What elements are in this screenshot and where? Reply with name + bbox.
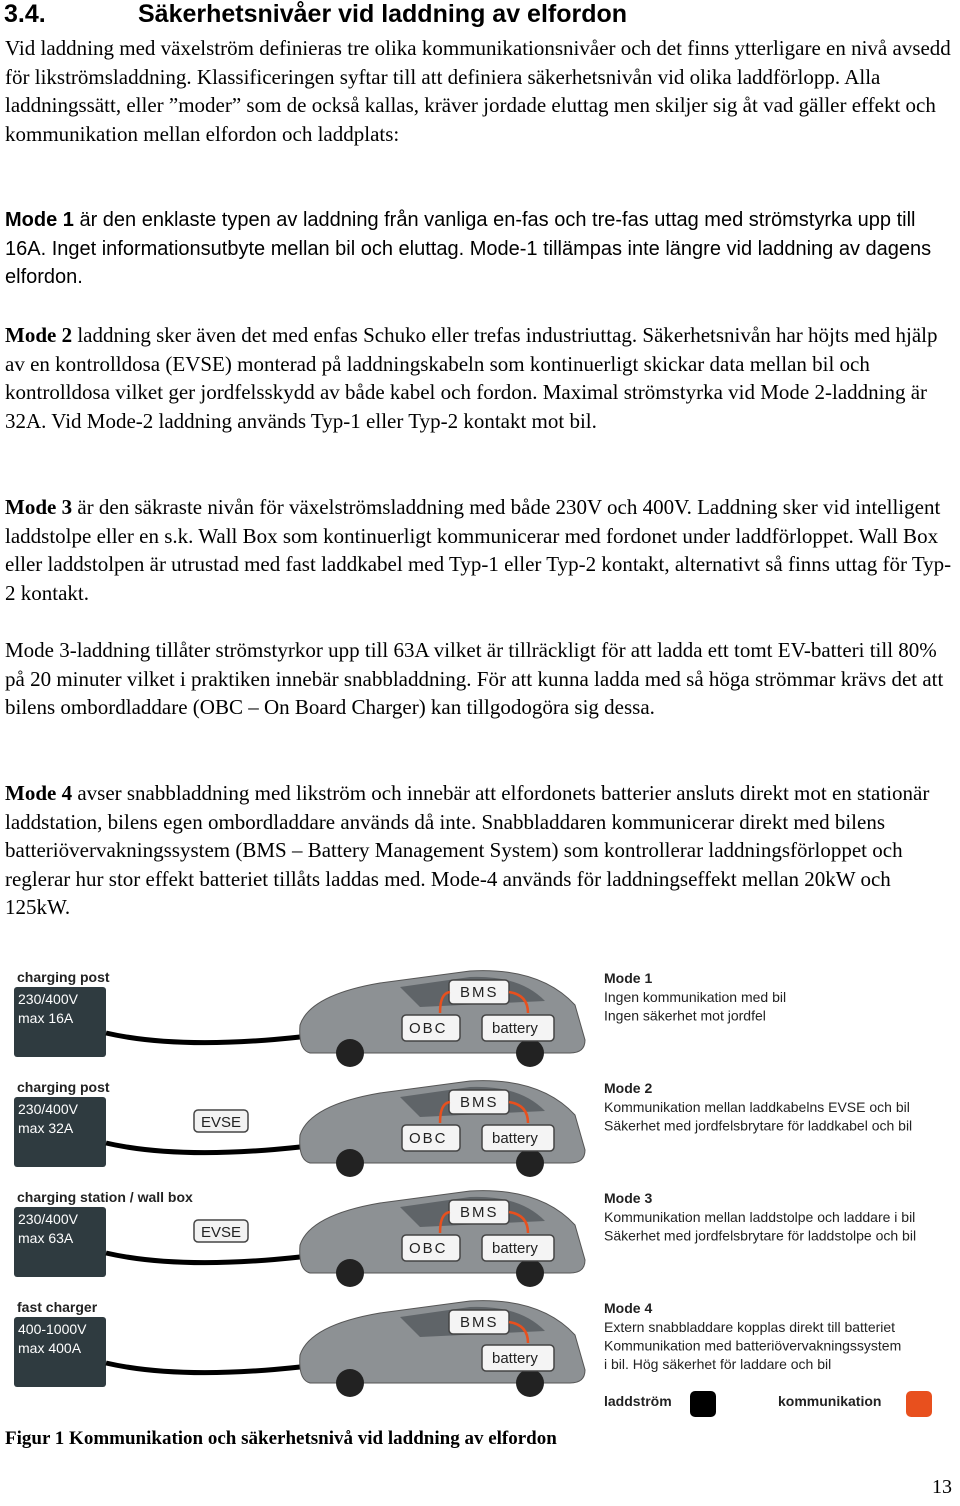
mode-title: Mode 1 <box>604 970 653 986</box>
power-cable <box>106 1253 300 1263</box>
mode4-label: Mode 4 <box>5 781 73 805</box>
mode-description: Säkerhet med jordfelsbrytare för laddstolpe och bil <box>604 1227 917 1244</box>
mode4-paragraph <box>5 779 955 922</box>
car-wheel <box>516 1039 544 1067</box>
evse-label: EVSE <box>201 1114 242 1131</box>
post-spec-label: 230/400V <box>18 991 78 1007</box>
post-spec-label: 230/400V <box>18 1101 78 1117</box>
bms-label: BMS <box>460 984 499 1001</box>
power-cable <box>106 1363 300 1373</box>
post-title: charging post <box>17 1079 110 1095</box>
mode-description: Kommunikation mellan laddstolpe och laddare i bil <box>604 1209 916 1225</box>
post-spec-label: 230/400V <box>18 1211 78 1227</box>
intro-paragraph: Vid laddning med växelström definieras tre olika kommunikationsnivåer och det finns ytterligare en nivå avsedd för likströmsladdning. Klassificeringen syftar till att definiera säkerhetsnivån vid olika laddförlopp. Alla laddningssätt, eller ”moder” som de också kallas, kräver jordade eluttag men skiljer sig åt vad gäller effekt och kommunikation mellan elfordon och laddplats: <box>5 36 951 146</box>
battery-label: battery <box>492 1130 538 1147</box>
car-wheel <box>336 1259 364 1287</box>
obc-label: OBC <box>409 1240 448 1257</box>
mode2-text: laddning sker även det med enfas Schuko eller trefas industriuttag. Säkerhetsnivån har höjts med hjälp av en kontrolldosa (EVSE) monterad på laddningskabeln som kontinuerligt skickar data mellan bil och kontrolldosa vilket ger jordfelsskydd av både kabel och fordon. Maximal strömstyrka vid Mode 2-laddning är 32A. Vid Mode-2 laddning används Typ-1 eller Typ-2 kontakt mot bil. <box>5 323 938 433</box>
mode4-text: avser snabbladdning med likström och innebär att elfordonets batterier ansluts direkt mot en stationär laddstation, bilens egen ombordladdare används då inte. Snabbladdaren kommunicerar direkt med bilens batteriövervakningssystem (BMS – Battery Management System) som kontrollerar laddningsförloppet och reglerar hur stor effekt batteriet tillåts laddas med. Mode-4 används för laddningseffekt mellan 20kW och 125kW. <box>5 781 930 920</box>
power-cable <box>106 1143 300 1153</box>
mode1-label: Mode 1 <box>5 209 74 231</box>
figure-caption: Figur 1 Kommunikation och säkerhetsnivå vid laddning av elfordon <box>5 1428 557 1449</box>
post-title: fast charger <box>17 1299 98 1315</box>
mode-title: Mode 3 <box>604 1190 653 1206</box>
mode3-label: Mode 3 <box>5 495 73 519</box>
mode-description: Kommunikation mellan laddkabelns EVSE och bil <box>604 1099 910 1115</box>
car-wheel <box>516 1259 544 1287</box>
bms-label: BMS <box>460 1204 499 1221</box>
mode2-paragraph <box>5 321 955 435</box>
post-spec-label: max 32A <box>18 1120 74 1136</box>
mode3-text: är den säkraste nivån för växelströmsladdning med både 230V och 400V. Laddning sker vid intelligent laddstolpe eller en s.k. Wall Box som kontinuerligt kommunicerar med fordonet under laddförloppet. Wall Box eller laddstolpen är utrustad med fast laddkabel med Typ-1 eller Typ-2 kontakt, alternativt så finns uttag för Typ-2 kontakt. <box>5 495 952 605</box>
legend-power-swatch <box>690 1391 716 1417</box>
post-spec-label: max 63A <box>18 1230 74 1246</box>
evse-label: EVSE <box>201 1224 242 1241</box>
obc-label: OBC <box>409 1130 448 1147</box>
section-title: Säkerhetsnivåer vid laddning av elfordon <box>138 0 628 28</box>
mode-description: Extern snabbladdare kopplas direkt till batteriet <box>604 1319 896 1335</box>
post-spec-label: max 16A <box>18 1010 74 1026</box>
obc-label: OBC <box>409 1020 448 1037</box>
post-spec-label: 400-1000V <box>18 1321 87 1337</box>
mode3-paragraph <box>5 493 955 607</box>
post-spec-label: max 400A <box>18 1340 82 1356</box>
mode-description: Ingen säkerhet mot jordfel <box>604 1007 766 1024</box>
bms-label: BMS <box>460 1094 499 1111</box>
mode-description: i bil. Hög säkerhet för laddare och bil <box>604 1356 832 1372</box>
legend-power-label: laddström <box>604 1393 672 1409</box>
mode2-label: Mode 2 <box>5 323 73 347</box>
car-wheel <box>336 1149 364 1177</box>
car-wheel <box>336 1039 364 1067</box>
mode-description: Ingen kommunikation med bil <box>604 989 787 1005</box>
power-cable <box>106 1033 300 1043</box>
mode-title: Mode 4 <box>604 1300 653 1316</box>
battery-label: battery <box>492 1350 538 1367</box>
car-wheel <box>336 1369 364 1397</box>
charging-modes-figure <box>0 955 960 1425</box>
mode-title: Mode 2 <box>604 1080 653 1096</box>
battery-label: battery <box>492 1020 538 1037</box>
section-number: 3.4. <box>4 0 46 28</box>
section-heading <box>4 0 627 29</box>
page-number: 13 <box>932 1476 952 1498</box>
bms-label: BMS <box>460 1314 499 1331</box>
mode3b-paragraph: Mode 3-laddning tillåter strömstyrkor upp till 63A vilket är tillräckligt för att ladda ett tomt EV-batteri till 80% på 20 minuter vilket i praktiken innebär snabbladdning. För att kunna ladda med så höga strömmar krävs det att bilens ombordladdare (OBC – On Board Charger) kan tillgodogöra sig dessa. <box>5 638 944 720</box>
mode1-paragraph <box>5 206 955 292</box>
battery-label: battery <box>492 1240 538 1257</box>
car-wheel <box>516 1149 544 1177</box>
mode1-text: är den enklaste typen av laddning från vanliga en-fas och tre-fas uttag med strömstyrka upp till 16A. Inget informationsutbyte mellan bil och eluttag. Mode-1 tillämpas inte längre vid laddning av dagens elfordon. <box>5 209 932 289</box>
car-wheel <box>516 1369 544 1397</box>
legend-comm-swatch <box>906 1391 932 1417</box>
post-title: charging post <box>17 969 110 985</box>
post-title: charging station / wall box <box>17 1189 193 1205</box>
legend-comm-label: kommunikation <box>778 1393 882 1409</box>
mode-description: Kommunikation med batteriövervakningssystem <box>604 1337 902 1354</box>
mode-description: Säkerhet med jordfelsbrytare för laddkabel och bil <box>604 1117 913 1134</box>
